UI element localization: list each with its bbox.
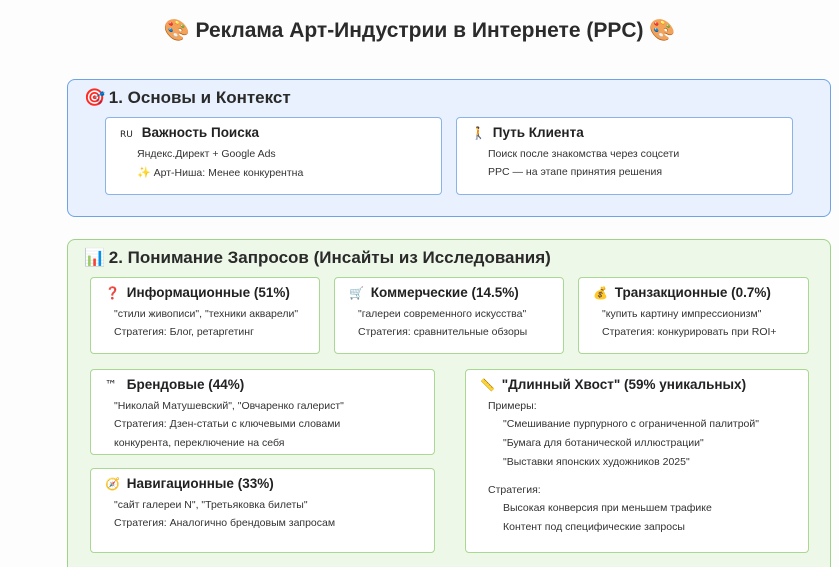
card-title xyxy=(480,377,746,392)
money-bag-icon: 💰 xyxy=(593,286,608,300)
palette-icon: 🎨 xyxy=(163,18,190,42)
card-brand xyxy=(90,369,435,455)
list-item: Высокая конверсия при меньшем трафике xyxy=(503,502,712,514)
card-examples: "стили живописи", "техники акварели" xyxy=(114,308,299,320)
card-line: Поиск после знакомства через соцсети xyxy=(488,148,680,160)
sparkles-icon: ✨ xyxy=(137,166,151,179)
card-navigational xyxy=(90,468,435,553)
card-transactional xyxy=(578,277,809,354)
card-title-text: Коммерческие (14.5%) xyxy=(370,285,519,300)
list-item: "Выставки японских художников 2025" xyxy=(503,456,690,468)
card-line xyxy=(137,166,303,179)
card-title xyxy=(105,476,274,491)
question-icon: ❓ xyxy=(105,286,120,300)
ruler-icon: 📏 xyxy=(480,378,495,392)
card-line: Яндекс.Директ + Google Ads xyxy=(137,148,276,160)
trademark-icon: ™ xyxy=(105,378,117,392)
card-title-text: Важность Поиска xyxy=(141,125,260,140)
ru-flag-icon: RU xyxy=(120,130,133,140)
card-informational xyxy=(90,277,320,354)
card-title xyxy=(120,125,259,140)
card-strategy: Стратегия: сравнительные обзоры xyxy=(358,326,528,338)
page-title-text: Реклама Арт-Индустрии в Интернете (PPC) xyxy=(195,19,644,42)
compass-icon: 🧭 xyxy=(105,477,120,491)
list-item: "Смешивание пурпурного с ограниченной палитрой" xyxy=(503,418,759,430)
section-queries xyxy=(67,239,831,567)
card-strategy: Стратегия: Аналогично брендовым запросам xyxy=(114,517,336,529)
card-title-text: Транзакционные (0.7%) xyxy=(614,285,771,300)
card-long-tail xyxy=(465,369,809,553)
card-strategy: Стратегия: Дзен-статьи с ключевыми словами xyxy=(114,418,341,430)
card-examples: "Николай Матушевский", "Овчаренко галерист" xyxy=(114,400,344,412)
card-line: PPC — на этапе принятия решения xyxy=(488,166,663,178)
card-examples: "купить картину импрессионизм" xyxy=(602,308,762,320)
page-title xyxy=(0,18,839,43)
list-item: Контент под специфические запросы xyxy=(503,521,685,533)
card-title xyxy=(349,285,519,300)
card-title-text: "Длинный Хвост" (59% уникальных) xyxy=(501,377,747,392)
card-client-path xyxy=(456,117,793,195)
card-title-text: Навигационные (33%) xyxy=(126,476,274,491)
section-basics xyxy=(67,79,831,217)
examples-label: Примеры: xyxy=(488,400,537,412)
card-title xyxy=(593,285,771,300)
card-title-text: Путь Клиента xyxy=(492,125,584,140)
card-title-text: Информационные (51%) xyxy=(126,285,290,300)
card-search-importance xyxy=(105,117,442,195)
bar-chart-icon: 📊 xyxy=(84,248,106,268)
card-examples: "сайт галереи N", "Третьяковка билеты" xyxy=(114,499,308,511)
card-strategy: Стратегия: конкурировать при ROI+ xyxy=(602,326,777,338)
card-title xyxy=(471,125,584,140)
card-title xyxy=(105,285,290,300)
shopping-cart-icon: 🛒 xyxy=(349,286,364,300)
section-queries-title xyxy=(84,248,551,268)
target-icon: 🎯 xyxy=(84,88,106,108)
card-title xyxy=(105,377,244,392)
card-examples: "галереи современного искусства" xyxy=(358,308,527,320)
walking-person-icon: 🚶 xyxy=(471,126,486,140)
section-queries-title-text: 2. Понимание Запросов (Инсайты из Исследования) xyxy=(108,248,551,267)
strategy-label: Стратегия: xyxy=(488,484,541,496)
section-basics-title xyxy=(84,88,291,108)
card-strategy: конкурента, переключение на себя xyxy=(114,437,285,449)
card-title-text: Брендовые (44%) xyxy=(126,377,245,392)
card-line-text: Арт-Ниша: Менее конкурентна xyxy=(153,167,304,179)
section-basics-title-text: 1. Основы и Контекст xyxy=(108,88,291,107)
palette-icon: 🎨 xyxy=(649,18,676,42)
card-commercial xyxy=(334,277,564,354)
list-item: "Бумага для ботанической иллюстрации" xyxy=(503,437,704,449)
card-strategy: Стратегия: Блог, ретаргетинг xyxy=(114,326,254,338)
